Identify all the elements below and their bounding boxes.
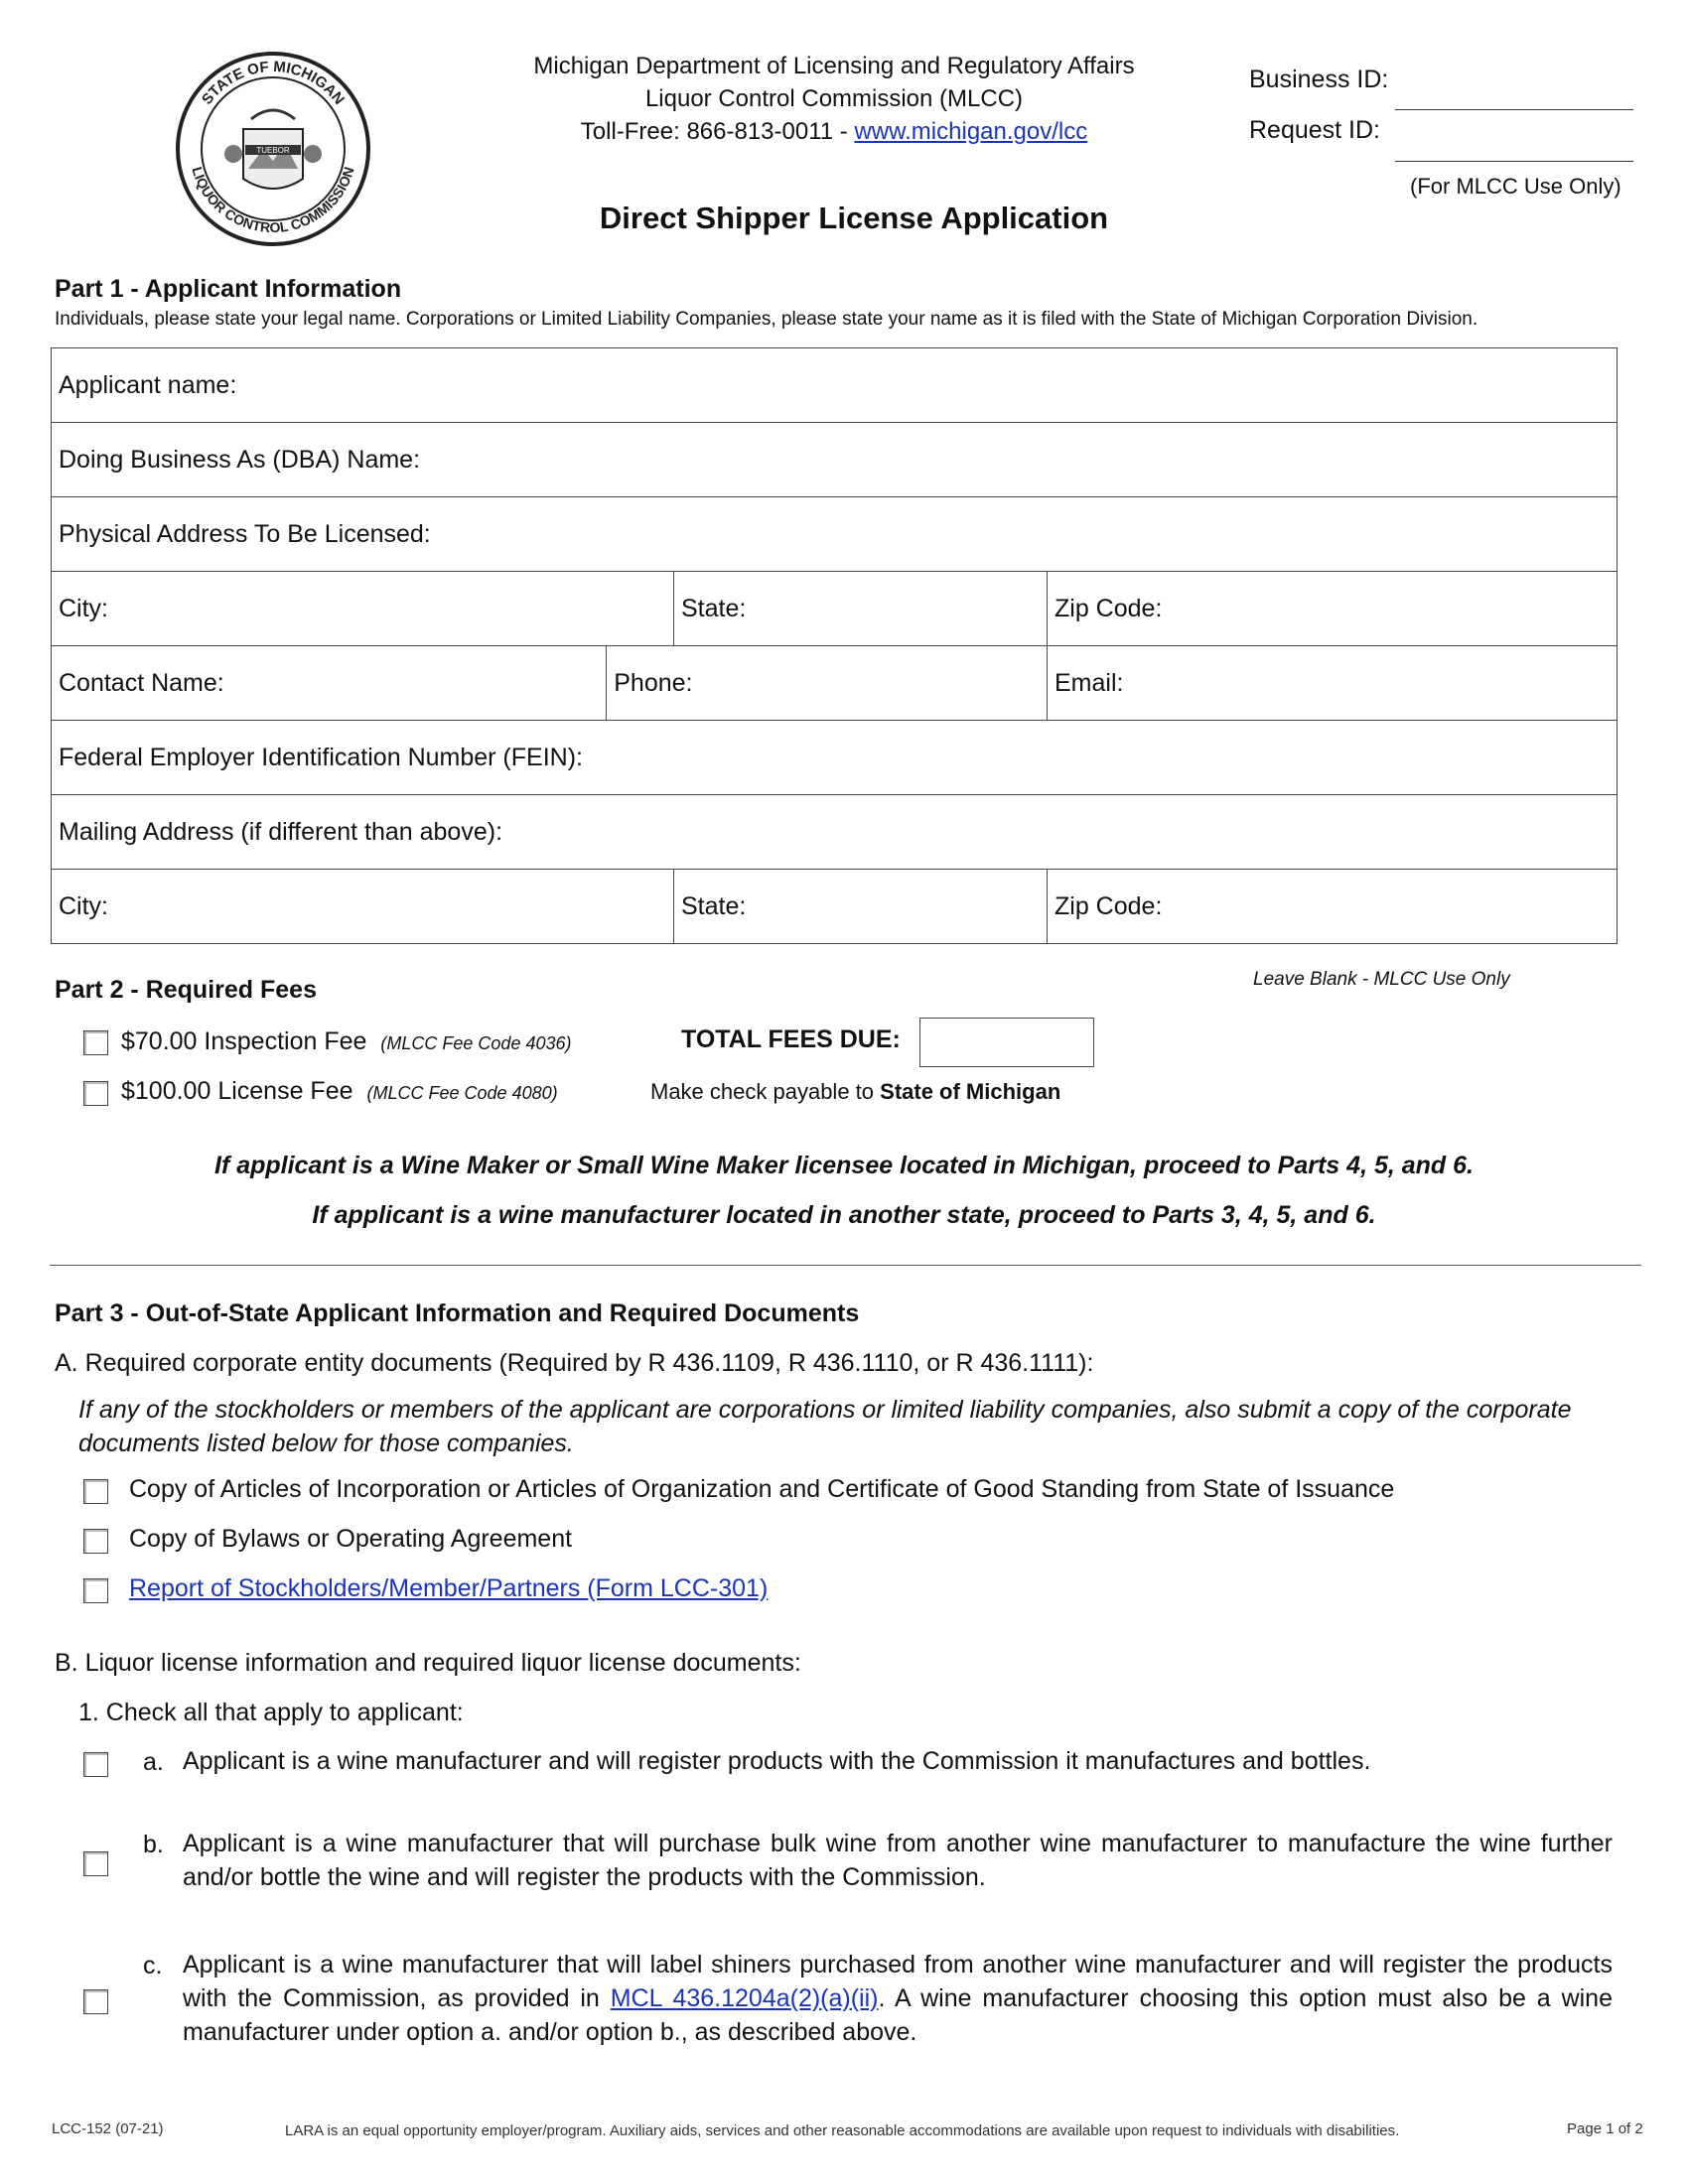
form-title: Direct Shipper License Application (599, 201, 1109, 235)
option-c-checkbox[interactable] (83, 1989, 108, 2014)
stockholders-report-checkbox[interactable] (83, 1578, 108, 1603)
option-c-letter: c. (143, 1952, 163, 1979)
option-a-letter: a. (143, 1748, 164, 1776)
svg-text:LIQUOR CONTROL COMMISSION: LIQUOR CONTROL COMMISSION (189, 165, 357, 236)
email-field[interactable]: Email: (1048, 646, 1618, 721)
physical-address-field[interactable]: Physical Address To Be Licensed: (52, 497, 1618, 572)
agency-name: Michigan Department of Licensing and Regulatory Affairs (533, 53, 1135, 79)
dba-name-field[interactable]: Doing Business As (DBA) Name: (52, 423, 1618, 497)
phone-field[interactable]: Phone: (607, 646, 1048, 721)
mail-zip-field[interactable]: Zip Code: (1048, 870, 1618, 944)
leave-blank-note: Leave Blank - MLCC Use Only (1253, 969, 1510, 990)
part2-heading: Part 2 - Required Fees (55, 976, 317, 1004)
mail-city-field[interactable]: City: (52, 870, 674, 944)
stockholders-report-link[interactable]: Report of Stockholders/Member/Partners (Form LCC-301) (129, 1574, 769, 1602)
contact-line (457, 115, 1211, 148)
option-b-checkbox[interactable] (83, 1851, 108, 1876)
inspection-fee-checkbox[interactable] (83, 1030, 108, 1055)
equal-opportunity-notice: LARA is an equal opportunity employer/program. Auxiliary aids, services and other reasonable accommodations are available upon request to individuals with disabilities. (285, 2122, 1400, 2139)
articles-label: Copy of Articles of Incorporation or Articles of Organization and Certificate of Good Standing from State of Issuance (129, 1475, 1395, 1503)
request-id-field[interactable] (1395, 161, 1633, 162)
bylaws-checkbox[interactable] (83, 1529, 108, 1554)
option-b-letter: b. (143, 1831, 164, 1858)
option-a-text: Applicant is a wine manufacturer and will register products with the Commission it manufactures and bottles. (183, 1747, 1371, 1775)
part3-b-heading: B. Liquor license information and required liquor license documents: (55, 1649, 801, 1677)
inspection-fee-code: (MLCC Fee Code 4036) (380, 1033, 572, 1053)
license-fee-code: (MLCC Fee Code 4080) (366, 1083, 558, 1103)
mail-state-field[interactable]: State: (674, 870, 1048, 944)
business-id-label: Business ID: (1249, 66, 1389, 93)
zip-field[interactable]: Zip Code: (1048, 572, 1618, 646)
commission-name: Liquor Control Commission (MLCC) (644, 85, 1024, 112)
payable-note (650, 1079, 1060, 1105)
total-fees-label: TOTAL FEES DUE: (681, 1025, 901, 1053)
mcl-link[interactable]: MCL 436.1204a(2)(a)(ii) (610, 1984, 879, 2012)
bylaws-label: Copy of Bylaws or Operating Agreement (129, 1525, 573, 1553)
applicant-info-table (51, 347, 1618, 944)
svg-text:TUEBOR: TUEBOR (256, 146, 290, 155)
fein-field[interactable]: Federal Employer Identification Number (FEIN): (52, 721, 1618, 795)
part3-heading: Part 3 - Out-of-State Applicant Information and Required Documents (55, 1299, 860, 1327)
license-fee-checkbox[interactable] (83, 1081, 108, 1106)
part1-heading: Part 1 - Applicant Information (55, 275, 402, 303)
articles-checkbox[interactable] (83, 1479, 108, 1504)
payable-to: State of Michigan (880, 1079, 1061, 1104)
inspection-fee-label (121, 1027, 572, 1056)
option-c-text-before: Applicant is a wine manufacturer that will label shiners purchased from another wine manufacturer and will register the products with the Commission, as provided in (183, 1951, 1613, 2012)
state-field[interactable]: State: (674, 572, 1048, 646)
part3-b-sub: 1. Check all that apply to applicant: (78, 1699, 464, 1726)
applicant-name-field[interactable]: Applicant name: (52, 348, 1618, 423)
instruction-in-state: If applicant is a Wine Maker or Small Wine Maker licensee located in Michigan, proceed to Parts 4, 5, and 6. (214, 1152, 1474, 1179)
svg-text:STATE OF MICHIGAN: STATE OF MICHIGAN (198, 58, 349, 108)
license-fee-text: $100.00 License Fee (121, 1077, 353, 1105)
option-a-checkbox[interactable] (83, 1752, 108, 1777)
toll-free: Toll-Free: 866-813-0011 - (580, 118, 855, 145)
mailing-address-field[interactable]: Mailing Address (if different than above): (52, 795, 1618, 870)
part3-a-note: If any of the stockholders or members of the applicant are corporations or limited liability companies, also submit a copy of the corporate documents listed below for those companies. (78, 1396, 1572, 1457)
part1-note: Individuals, please state your legal name. Corporations or Limited Liability Companies, please state your name as it is filed with the State of Michigan Corporation Division. (55, 309, 1478, 330)
option-b-text: Applicant is a wine manufacturer that will purchase bulk wine from another wine manufacturer to manufacture the wine further and/or bottle the wine and will register the products with the Commission. (183, 1830, 1613, 1891)
form-number: LCC-152 (07-21) (52, 2120, 164, 2137)
payable-prefix: Make check payable to (650, 1079, 881, 1104)
request-id-label: Request ID: (1249, 116, 1381, 144)
header-block (457, 50, 1211, 148)
website-link[interactable]: www.michigan.gov/lcc (854, 118, 1088, 145)
license-fee-label (121, 1077, 558, 1106)
option-c-text (183, 1948, 1613, 2049)
option-c-text-after: . A wine manufacturer choosing this option must also be a wine manufacturer under option a. and/or option b., as described above. (183, 1984, 1613, 2046)
total-fees-input[interactable] (919, 1018, 1094, 1067)
inspection-fee-text: $70.00 Inspection Fee (121, 1027, 367, 1055)
mlcc-use-only-note: (For MLCC Use Only) (1410, 174, 1621, 199)
business-id-field[interactable] (1395, 109, 1633, 110)
city-field[interactable]: City: (52, 572, 674, 646)
mlcc-seal-logo (174, 50, 372, 248)
part3-a-heading: A. Required corporate entity documents (Required by R 436.1109, R 436.1110, or R 436.1111): (55, 1349, 1094, 1377)
page-number: Page 1 of 2 (1567, 2120, 1643, 2137)
instruction-out-of-state: If applicant is a wine manufacturer located in another state, proceed to Parts 3, 4, 5, and 6. (312, 1201, 1376, 1229)
contact-name-field[interactable]: Contact Name: (52, 646, 607, 721)
section-divider (50, 1265, 1641, 1266)
